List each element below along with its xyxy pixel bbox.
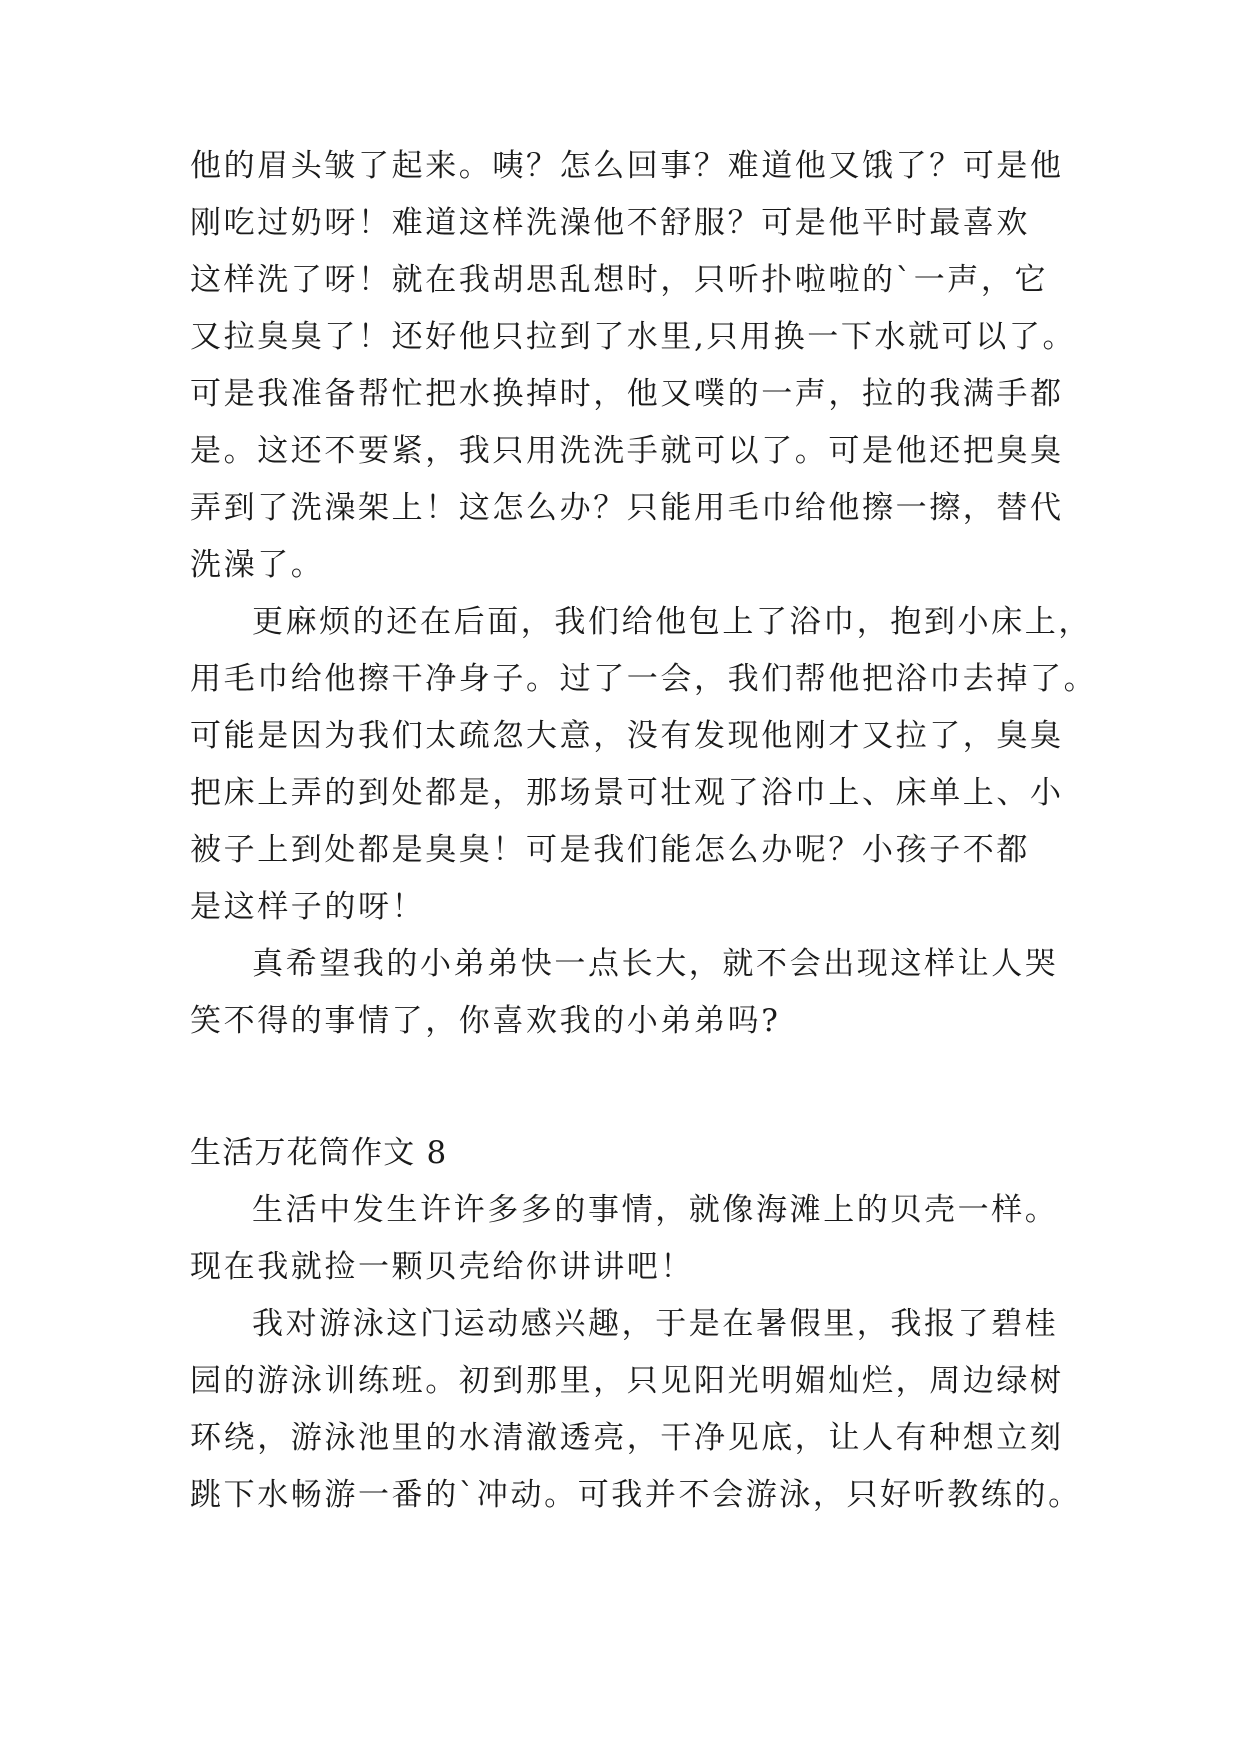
text-line: 弄到了洗澡架上！这怎么办？只能用毛巾给他擦一擦，替代 [190,490,1064,526]
text-line: 洗澡了。 [190,547,325,583]
text-line: 可能是因为我们太疏忽大意，没有发现他刚才又拉了，臭臭 [190,718,1064,754]
text-line: 笑不得的事情了，你喜欢我的小弟弟吗? [190,1003,781,1039]
text-line: 是这样子的呀！ [190,889,426,925]
text-line: 被子上到处都是臭臭！可是我们能怎么办呢？小孩子不都 [190,832,1030,868]
text-line: 这样洗了呀！就在我胡思乱想时，只听扑啦啦的`一声，它 [190,262,1049,298]
text-line: 生活中发生许许多多的事情，就像海滩上的贝壳一样。 [252,1192,1059,1228]
text-line: 园的游泳训练班。初到那里，只见阳光明媚灿烂，周边绿树 [190,1363,1064,1399]
text-line: 更麻烦的还在后面，我们给他包上了浴巾，抱到小床上， [252,604,1092,640]
text-line: 用毛巾给他擦干净身子。过了一会，我们帮他把浴巾去掉了。 [190,661,1098,697]
text-line: 把床上弄的到处都是，那场景可壮观了浴巾上、床单上、小 [190,775,1064,811]
section-title: 生活万花筒作文 8 [190,1135,448,1171]
text-line: 我对游泳这门运动感兴趣，于是在暑假里，我报了碧桂 [252,1306,1059,1342]
text-line: 刚吃过奶呀！难道这样洗澡他不舒服？可是他平时最喜欢 [190,205,1030,241]
text-line: 真希望我的小弟弟快一点长大，就不会出现这样让人哭 [252,946,1059,982]
text-line: 现在我就捡一颗贝壳给你讲讲吧！ [190,1249,694,1285]
text-line: 环绕，游泳池里的水清澈透亮，干净见底，让人有种想立刻 [190,1420,1064,1456]
text-line: 又拉臭臭了！还好他只拉到了水里,只用换一下水就可以了。 [190,319,1077,355]
text-line: 他的眉头皱了起来。咦？怎么回事？难道他又饿了？可是他 [190,148,1064,184]
text-line: 是。这还不要紧，我只用洗洗手就可以了。可是他还把臭臭 [190,433,1064,469]
text-line: 跳下水畅游一番的`冲动。可我并不会游泳，只好听教练的。 [190,1477,1082,1513]
text-line: 可是我准备帮忙把水换掉时，他又噗的一声，拉的我满手都 [190,376,1064,412]
